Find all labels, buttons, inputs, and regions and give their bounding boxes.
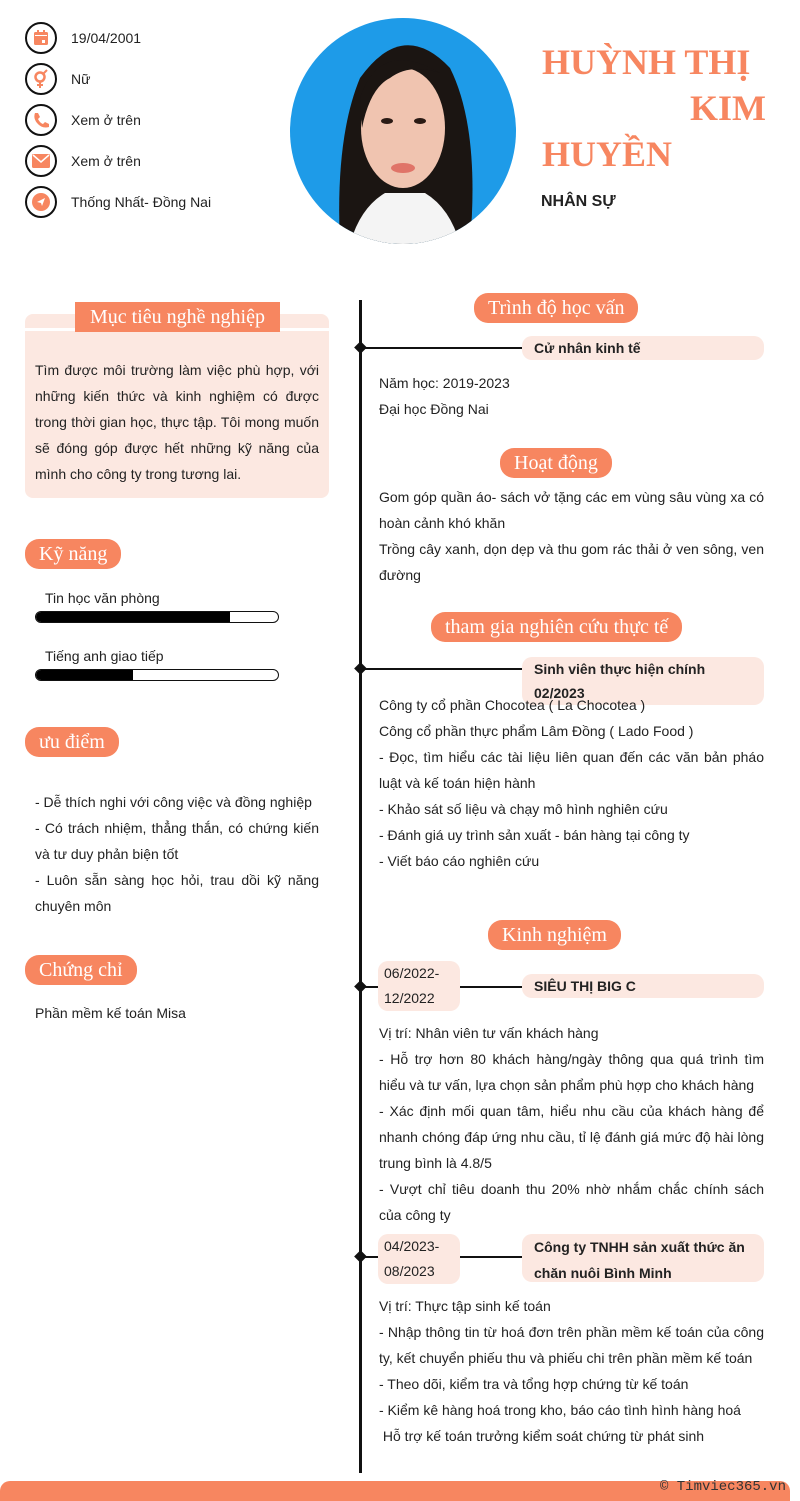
education-school: Đại học Đồng Nai bbox=[379, 401, 489, 417]
location-icon bbox=[25, 186, 57, 218]
strength-item: - Dễ thích nghi với công việc và đồng nghiệp bbox=[35, 794, 312, 810]
research-role: Sinh viên thực hiện chính 02/2023 bbox=[522, 657, 764, 705]
strengths-list bbox=[35, 789, 319, 919]
research-item: - Khảo sát số liệu và chạy mô hình nghiên cứu bbox=[379, 801, 668, 817]
education-years: Năm học: 2019-2023 bbox=[379, 375, 510, 391]
name-line-2: KIM bbox=[690, 88, 766, 128]
profile-photo bbox=[290, 18, 516, 244]
contact-birthday bbox=[25, 22, 141, 54]
job-company: SIÊU THỊ BIG C bbox=[522, 974, 764, 998]
education-title: Trình độ học vấn bbox=[474, 293, 638, 323]
objective-text: Tìm được môi trường làm việc phù hợp, với những kiến thức và kinh nghiệm có được trong thời gian học, thực tập. Tôi mong muốn sẽ đóng góp được hết những kỹ năng của mình cho công ty trong tương lai. bbox=[35, 362, 319, 482]
research-item: Công ty cổ phần Chocotea ( La Chocotea ) bbox=[379, 697, 646, 713]
research-list bbox=[379, 692, 764, 874]
skill-name: Tiếng anh giao tiếp bbox=[45, 648, 164, 664]
education-details bbox=[379, 370, 510, 422]
job-item: - Vượt chỉ tiêu doanh thu 20% nhờ nhắm chắc chính sách của công ty bbox=[379, 1181, 764, 1223]
certificates-title: Chứng chỉ bbox=[25, 955, 137, 985]
skill-bar-fill bbox=[36, 612, 230, 622]
skill-bar bbox=[35, 611, 279, 623]
strength-item: - Có trách nhiệm, thẳng thắn, có chứng kiến và tư duy phản biện tốt bbox=[35, 820, 319, 862]
phone-text: Xem ở trên bbox=[71, 112, 141, 128]
birthday-text: 19/04/2001 bbox=[71, 30, 142, 46]
job-item: - Xác định mối quan tâm, hiểu nhu cầu của khách hàng để nhanh chóng đáp ứng nhu cầu, tỉ lệ đánh giá mức độ hài lòng trung bình là 4.8/5 bbox=[379, 1103, 764, 1171]
strengths-title: ưu điểm bbox=[25, 727, 119, 757]
name-line-1: HUỲNH THỊ bbox=[542, 42, 751, 82]
research-title: tham gia nghiên cứu thực tế bbox=[431, 612, 682, 642]
activities-title: Hoạt động bbox=[500, 448, 612, 478]
strength-item: - Luôn sẵn sàng học hỏi, trau dồi kỹ năng chuyên môn bbox=[35, 872, 319, 914]
gender-icon bbox=[25, 63, 57, 95]
job-details bbox=[379, 1293, 764, 1449]
activity-item: Trồng cây xanh, dọn dẹp và thu gom rác thải ở ven sông, ven đường bbox=[379, 541, 764, 583]
phone-icon bbox=[25, 104, 57, 136]
research-item: Công cổ phần thực phẩm Lâm Đồng ( Lado Food ) bbox=[379, 723, 694, 739]
name-line-3: HUYỀN bbox=[542, 134, 673, 174]
job-item: - Kiểm kê hàng hoá trong kho, báo cáo tình hình hàng hoá bbox=[379, 1402, 741, 1418]
research-item: - Đọc, tìm hiểu các tài liệu liên quan đến các văn bản pháo luật và kế toán hiện hành bbox=[379, 749, 764, 791]
contact-phone bbox=[25, 104, 141, 136]
address-text: Thống Nhất- Đồng Nai bbox=[71, 194, 212, 210]
calendar-icon bbox=[25, 22, 57, 54]
job-item: Vị trí: Nhân viên tư vấn khách hàng bbox=[379, 1025, 599, 1041]
job-position: NHÂN SỰ bbox=[541, 193, 616, 210]
skill-bar-fill bbox=[36, 670, 133, 680]
activity-item: Gom góp quần áo- sách vở tặng các em vùng sâu vùng xa có hoàn cảnh khó khăn bbox=[379, 489, 764, 531]
contact-email bbox=[25, 145, 141, 177]
contact-address bbox=[25, 186, 211, 218]
email-icon bbox=[25, 145, 57, 177]
objective-title: Mục tiêu nghề nghiệp bbox=[75, 302, 280, 332]
job-item: - Hỗ trợ hơn 80 khách hàng/ngày thông qua quá trình tìm hiểu và tư vấn, lựa chọn sản phẩm phù hợp cho khách hàng bbox=[379, 1051, 764, 1093]
email-text: Xem ở trên bbox=[71, 153, 141, 169]
activities-list bbox=[379, 484, 764, 588]
watermark: © Timviec365.vn bbox=[659, 1479, 786, 1495]
experience-title: Kinh nghiệm bbox=[488, 920, 621, 950]
gender-text: Nữ bbox=[71, 71, 91, 87]
certificate-item: Phần mềm kế toán Misa bbox=[35, 1005, 186, 1021]
job-date: 06/2022- 12/2022 bbox=[378, 961, 460, 1011]
job-item: Hỗ trợ kế toán trưởng kiểm soát chứng từ phát sinh bbox=[379, 1428, 705, 1444]
skill-name: Tin học văn phòng bbox=[45, 590, 160, 606]
timeline-line bbox=[359, 300, 362, 1473]
contact-gender bbox=[25, 63, 90, 95]
research-item: - Viết báo cáo nghiên cứu bbox=[379, 853, 540, 869]
skills-title: Kỹ năng bbox=[25, 539, 121, 569]
job-company: Công ty TNHH sản xuất thức ăn chăn nuôi Bình Minh bbox=[522, 1234, 764, 1282]
connector-line bbox=[362, 347, 524, 349]
job-item: Vị trí: Thực tập sinh kế toán bbox=[379, 1298, 551, 1314]
job-item: - Nhập thông tin từ hoá đơn trên phần mềm kế toán của công ty, kết chuyển phiếu thu và phiếu chi trên phần mềm kế toán bbox=[379, 1324, 764, 1366]
connector-line bbox=[362, 668, 524, 670]
education-degree: Cử nhân kinh tế bbox=[522, 336, 764, 360]
job-date: 04/2023- 08/2023 bbox=[378, 1234, 460, 1284]
job-details bbox=[379, 1020, 764, 1228]
job-item: - Theo dõi, kiểm tra và tổng hợp chứng từ kế toán bbox=[379, 1376, 689, 1392]
skill-bar bbox=[35, 669, 279, 681]
research-item: - Đánh giá uy trình sản xuất - bán hàng tại công ty bbox=[379, 827, 690, 843]
